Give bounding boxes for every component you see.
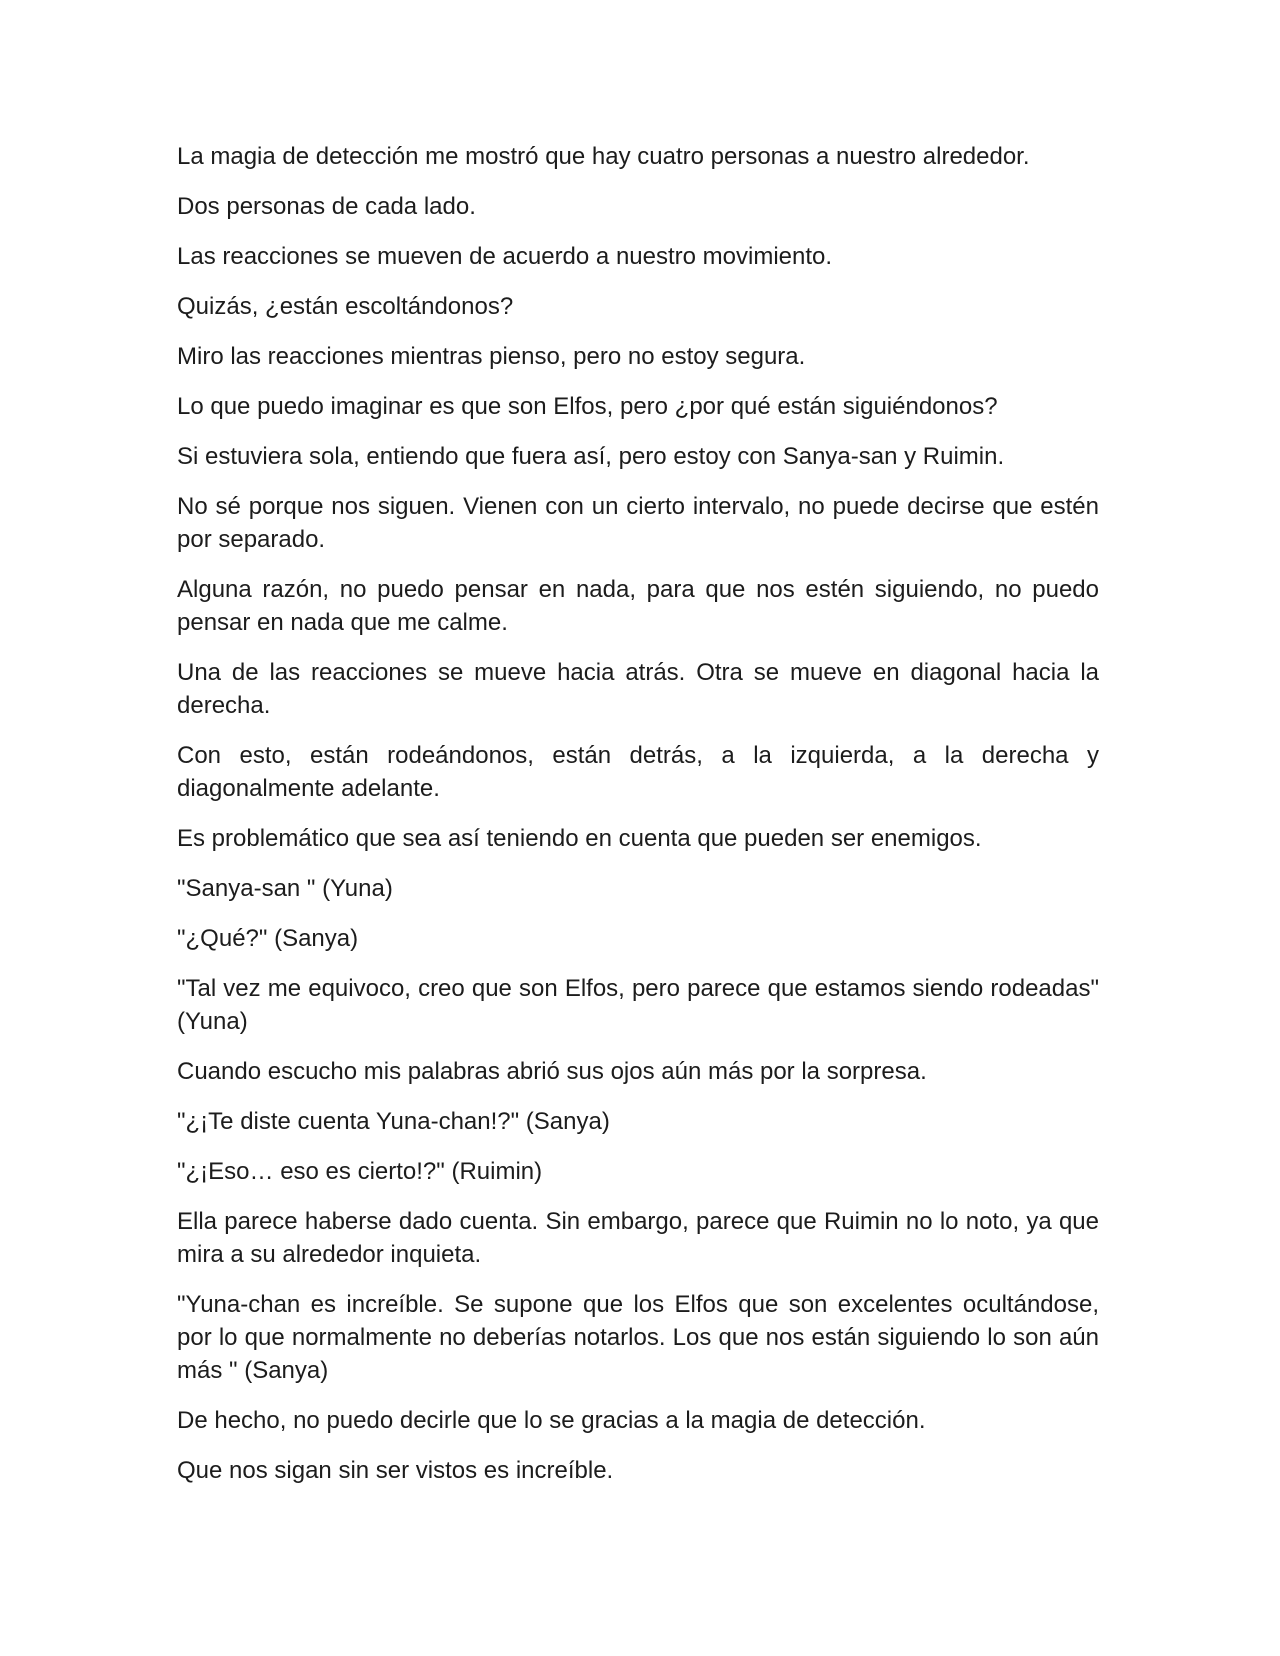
paragraph: Las reacciones se mueven de acuerdo a nuestro movimiento. (177, 243, 833, 270)
paragraph: Cuando escucho mis palabras abrió sus ojos aún más por la sorpresa. (177, 1058, 927, 1085)
document-page (177, 140, 1099, 1504)
paragraph: Es problemático que sea así teniendo en cuenta que pueden ser enemigos. (177, 825, 982, 852)
paragraph: Que nos sigan sin ser vistos es increíble. (177, 1457, 614, 1484)
paragraph: De hecho, no puedo decirle que lo se gracias a la magia de detección. (177, 1407, 926, 1434)
paragraph: "¿¡Eso… eso es cierto!?" (Ruimin) (177, 1158, 543, 1185)
paragraph: Miro las reacciones mientras pienso, pero no estoy segura. (177, 343, 806, 370)
paragraph: "Sanya-san " (Yuna) (177, 875, 393, 902)
paragraph: "Tal vez me equivoco, creo que son Elfos, pero parece que estamos siendo rodeadas" (Yuna) (177, 975, 1099, 1035)
paragraph: Dos personas de cada lado. (177, 193, 476, 220)
paragraph: No sé porque nos siguen. Vienen con un cierto intervalo, no puede decirse que estén por separado. (177, 493, 1099, 553)
paragraph: "¿¡Te diste cuenta Yuna-chan!?" (Sanya) (177, 1108, 610, 1135)
paragraph: Lo que puedo imaginar es que son Elfos, pero ¿por qué están siguiéndonos? (177, 393, 998, 420)
paragraph: "Yuna-chan es increíble. Se supone que los Elfos que son excelentes ocultándose, por lo que normalmente no deberías notarlos. Los que nos están siguiendo lo son aún más " (Sanya) (177, 1291, 1099, 1384)
paragraph: Si estuviera sola, entiendo que fuera así, pero estoy con Sanya-san y Ruimin. (177, 443, 1005, 470)
paragraph: Con esto, están rodeándonos, están detrás, a la izquierda, a la derecha y diagonalmente adelante. (177, 742, 1099, 802)
paragraph: Una de las reacciones se mueve hacia atrás. Otra se mueve en diagonal hacia la derecha. (177, 659, 1099, 719)
paragraph: La magia de detección me mostró que hay cuatro personas a nuestro alrededor. (177, 143, 1030, 170)
paragraph: Alguna razón, no puedo pensar en nada, para que nos estén siguiendo, no puedo pensar en nada que me calme. (177, 576, 1099, 636)
paragraph: Quizás, ¿están escoltándonos? (177, 293, 514, 320)
paragraph: "¿Qué?" (Sanya) (177, 925, 359, 952)
paragraph: Ella parece haberse dado cuenta. Sin embargo, parece que Ruimin no lo noto, ya que mira a su alrededor inquieta. (177, 1208, 1099, 1268)
